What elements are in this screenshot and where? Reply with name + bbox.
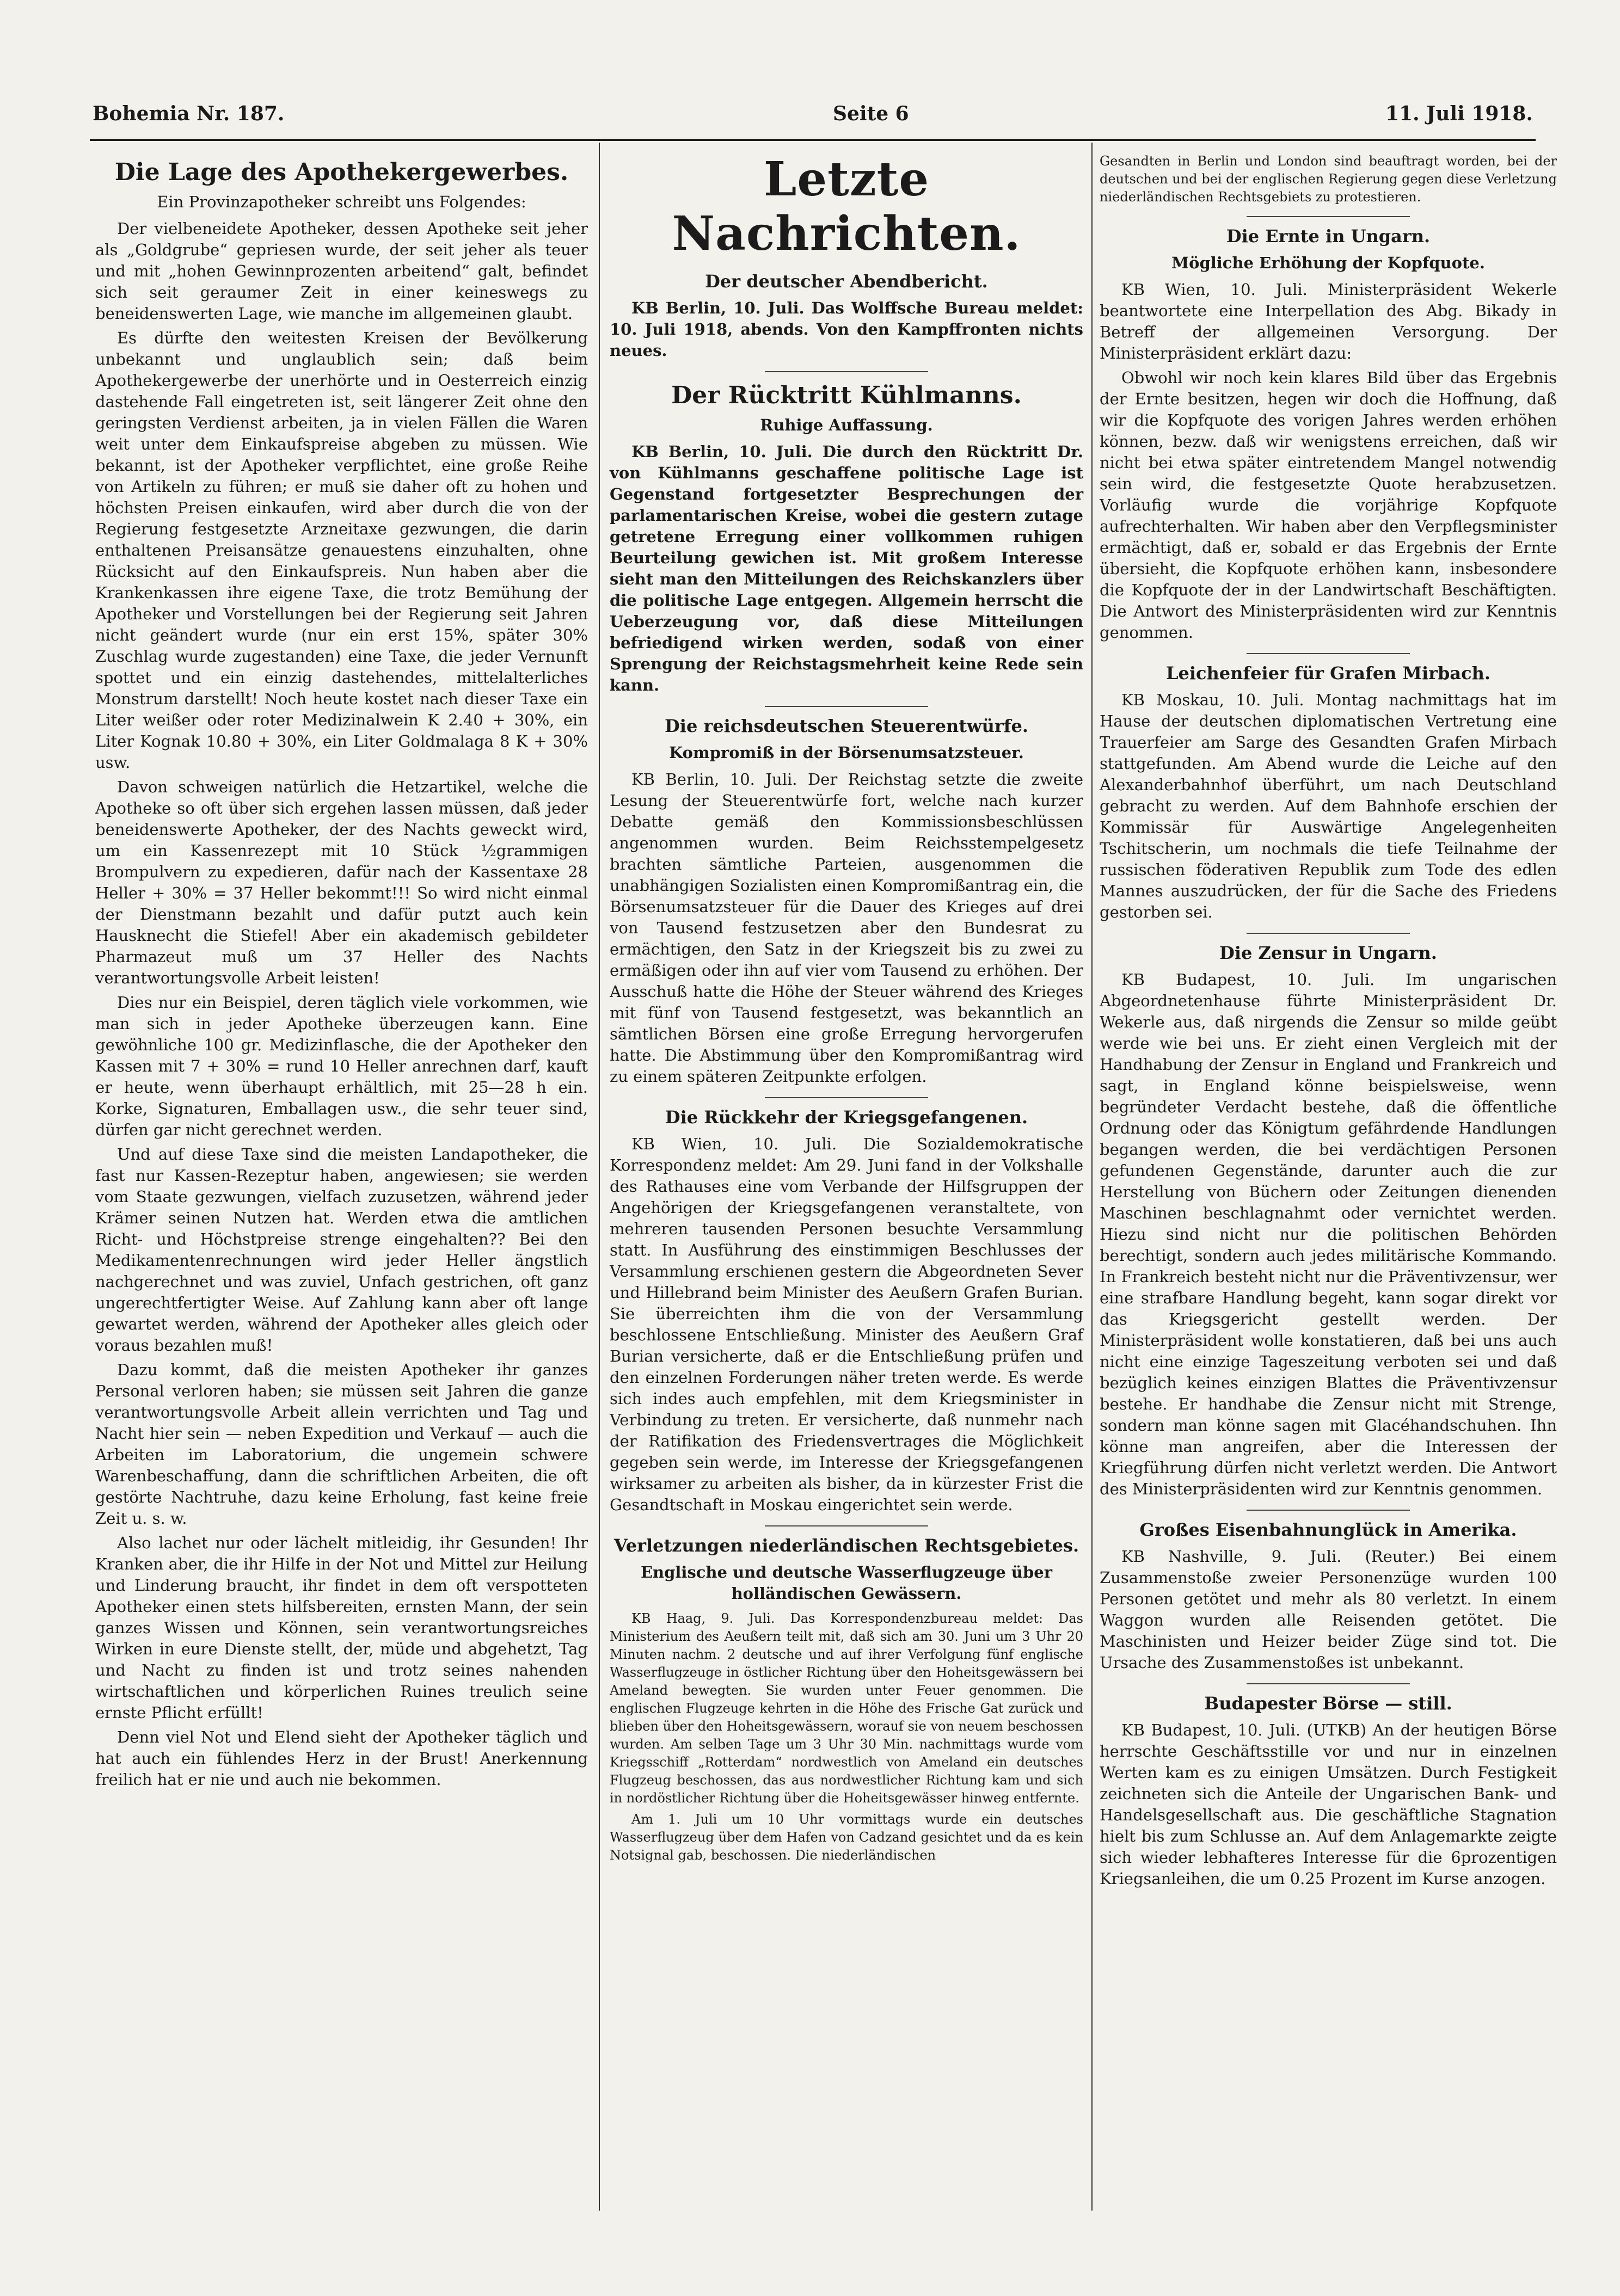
article-headline: Die Lage des Apothekergewerbes. <box>114 158 569 186</box>
article-paragraph: Davon schweigen natürlich die Hetzartikel, welche die Apotheke so oft über sich ergehen lassen müssen, daß jeder beneidenswerte Apotheker, der des Nachts geweckt wird, um ein Kassenrezept mit 10 Stück ½grammigen Brompulvern zu expedieren, dafür nach der Kassentaxe 28 Heller + 30% = 37 Heller bekommt!!! So wird nicht einmal der Dienstmann bezahlt und dafür putzt auch kein Hausknecht die Stiefel! Aber ein akademisch gebildeter Pharmazeut muß um 37 Heller des Nachts verantwortungsvolle Arbeit leisten! <box>95 778 588 987</box>
article-paragraph: KB Budapest, 10. Juli. (UTKB) An der heutigen Börse herrschte Geschäftsstille vor und nur in einzelnen Werten kam es zu einigen Umsätzen. Durch Festigkeit zeichneten sich die Anteile der Ungarischen Bank- und Handelsgesellschaft aus. Die geschäftliche Stagnation hielt bis zum Schlusse an. Auf dem Anlagemarkte zeigte sich wieder lebhafteres Interesse für die 6prozentigen Kriegsanleihen, die um 0.25 Prozent im Kurse anzogen. <box>1100 1721 1557 1888</box>
article-paragraph: Dazu kommt, daß die meisten Apotheker ihr ganzes Personal verloren haben; sie müssen seit Jahren die ganze verantwortungsvolle Arbeit allein verrichten und Tag und Nacht hier sein — neben Expedition und Verkauf — auch die Arbeiten im Laboratorium, die ungemein schwere Warenbeschaffung, dann die schriftlichen Arbeiten, die oft gestörte Nachtruhe, dazu keine Erholung, fast keine freie Zeit u. s. w. <box>95 1361 588 1528</box>
header-date: 11. Juli 1918. <box>1385 102 1533 125</box>
article-paragraph: Dies nur ein Beispiel, deren täglich viele vorkommen, wie man sich in jeder Apotheke überzeugen kann. Eine gewöhnliche 100 gr. Medizinflasche, die der Apotheker den Kassen mit 7 + 30% = rund 10 Heller anrechnen darf, kauft er heute, wenn überhaupt erhältlich, mit 25—28 h ein. Korke, Signaturen, Emballagen usw., die sehr teuer sind, dürfen gar nicht gerechnet werden. <box>95 993 588 1139</box>
article-paragraph: KB Berlin, 10. Juli. Das Wolffsche Bureau meldet: 10. Juli 1918, abends. Von den Kampffronten nichts neues. <box>610 299 1083 360</box>
section-banner: Letzte Nachrichten. <box>672 152 1021 261</box>
article-separator <box>1247 1510 1410 1511</box>
article-headline: Leichenfeier für Grafen Mirbach. <box>1166 663 1490 684</box>
article-paragraph: KB Nashville, 9. Juli. (Reuter.) Bei einem Zusammenstoße zweier Personenzüge wurden 100 Personen getötet und mehr als 80 verletzt. In einem Waggon wurden alle Reisenden getötet. Die Maschinisten und Heizer beider Züge sind tot. Die Ursache des Zusammenstoßes ist unbekannt. <box>1100 1547 1557 1672</box>
running-header <box>93 102 1533 133</box>
article-paragraph: KB Haag, 9. Juli. Das Korrespondenzbureau meldet: Das Ministerium des Aeußern teilt mit, daß sich am 30. Juni um 3 Uhr 20 Minuten nachm. 2 deutsche und auf ihrer Verfolgung fünf englische Wasserflugzeuge in östlicher Richtung über den Hoheitsgewässern bei Ameland bewegten. Sie wurden unter Feuer genommen. Die englischen Flugzeuge kehrten in die Höhe des Frische Gat zurück und blieben über den Hoheitsgewässern, worauf sie von neuem beschossen wurden. Am selben Tage um 3 Uhr 30 Min. nachmittags wurde vom Kriegsschiff „Rotterdam“ nordwestlich von Ameland ein deutsches Flugzeug beschossen, das aus nordwestlicher Richtung kam und sich in nordöstlicher Richtung über die Hoheitsgewässer hinweg entfernte. <box>610 1611 1083 1806</box>
article-paragraph: KB Budapest, 10. Juli. Im ungarischen Abgeordnetenhause führte Ministerpräsident Dr. Wekerle aus, daß nirgends die Zensur so milde geübt werde wie bei uns. Er zieht einen Vergleich mit der Handhabung der Zensur in England und Frankreich und sagt, in England könne beispielsweise, wenn begründeter Verdacht bestehe, daß die öffentliche Ordnung oder das Königtum gefährdende Handlungen begangen werden, die bei verdächtigen Personen gefundenen Gegenstände, darunter auch die zur Herstellung von Büchern oder Zeitungen dienenden Maschinen beschlagnahmt oder vernichtet werden. Hiezu sind nicht nur die politischen Behörden berechtigt, sondern auch jedes militärische Kommando. In Frankreich besteht nicht nur die Präventivzensur, wer eine strafbare Handlung begeht, kann sogar direkt vor das Kriegsgericht gestellt werden. Der Ministerpräsident wolle konstatieren, daß bei uns auch nicht eine einzige Tageszeitung verboten sei und daß bezüglich keines einzigen Blattes die Präventivzensur bestehe. Er handhabe die Zensur nicht mit Strenge, sondern man könne sagen mit Glacéhandschuhen. Ihn könne man angreifen, aber die Interessen der Kriegführung dürfen nicht verletzt werden. Die Antwort des Ministerpräsidenten wird zur Kenntnis genommen. <box>1100 970 1557 1498</box>
article-separator <box>765 371 928 372</box>
article-separator <box>765 1097 928 1098</box>
column-2 <box>610 152 1083 1868</box>
article-headline: Der Rücktritt Kühlmanns. <box>671 381 1022 409</box>
article-headline: Der deutscher Abendbericht. <box>705 271 988 292</box>
article-paragraph: KB Berlin, 10. Juli. Der Reichstag setzte die zweite Lesung der Steuerentwürfe fort, welche nach kurzer Debatte gemäß den Kommissionsbeschlüssen angenommen wurden. Beim Reichsstempelgesetz brachten sämtliche Parteien, ausgenommen die unabhängigen Sozialisten einen Kompromißantrag ein, die Börsenumsatzsteuer für die Dauer des Krieges auf drei von Tausend festzusetzen aber den Bundesrat zu ermächtigen, den Satz in der Kriegszeit bis zu zwei zu ermäßigen oder ihn auf vier vom Tausend zu erhöhen. Der Ausschuß hatte die Höhe der Steuer während des Krieges mit fünf von Tausend festgesetzt, was bekanntlich an sämtlichen Börsen eine große Erregung hervorgerufen hatte. Die Abstimmung über den Kompromißantrag wird zu einem späteren Zeitpunkte erfolgen. <box>610 770 1083 1086</box>
article-paragraph: KB Berlin, 10. Juli. Die durch den Rücktritt Dr. von Kühlmanns geschaffene politische Lage ist Gegenstand fortgesetzter Besprechungen der parlamentarischen Kreise, wobei die gestern zutage getretene Erregung einer vollkommen ruhigen Beurteilung gewichen ist. Mit großem Interesse sieht man den Mitteilungen des Reichskanzlers über die politische Lage entgegen. Allgemein herrscht die Ueberzeugung vor, daß diese Mitteilungen befriedigend wirken werden, sodaß von einer Sprengung der Reichstagsmehrheit keine Rede sein kann. <box>610 442 1083 694</box>
article-headline: Verletzungen niederländischen Rechtsgebietes. <box>613 1535 1079 1556</box>
article-headline: Budapester Börse — still. <box>1204 1693 1452 1714</box>
article-continuation: Gesandten in Berlin und London sind beauftragt worden, bei der deutschen und bei der englischen Regierung gegen diese Verletzung niederländischen Rechtsgebiets zu protestieren. <box>1100 153 1557 205</box>
article-separator <box>1247 1683 1410 1684</box>
article-paragraph: KB Moskau, 10. Juli. Montag nachmittags hat im Hause der deutschen diplomatischen Vertretung eine Trauerfeier am Sarge des Gesandten Grafen Mirbach stattgefunden. Am Abend wurde die Leiche auf den Alexanderbahnhof überführt, um nach Deutschland gebracht zu werden. Auf dem Bahnhofe erschien der Kommissär für Auswärtige Angelegenheiten Tschitscherin, um nochmals die tiefe Teilnahme der russischen föderativen Republik zum Tode des edlen Mannes auszudrücken, der für die Sache des Friedens gestorben sei. <box>1100 691 1557 921</box>
column-3 <box>1100 152 1557 1893</box>
article-separator <box>1247 216 1410 217</box>
article-separator <box>765 706 928 707</box>
article-separator <box>1247 653 1410 654</box>
article-separator <box>765 1525 928 1526</box>
article-subheadline: Englische und deutsche Wasserflugzeuge über holländischen Gewässern. <box>640 1563 1053 1603</box>
header-rule <box>90 139 1536 141</box>
article-paragraph: Obwohl wir noch kein klares Bild über das Ergebnis der Ernte besitzen, hegen wir doch die Hoffnung, daß wir die Kopfquote des vorigen Jahres werden erhöhen können, bezw. daß wir wenigstens erreichen, daß wir nicht bei etwa später eintretendem Mangel notwendig sein wird, die festgesetzte Quote herabzusetzen. Vorläufig wurde die vorjährige Kopfquote aufrechterhalten. Wir haben aber den Verpflegsminister ermächtigt, daß er, sobald er das Ergebnis der Ernte übersieht, die Kopfquote erhöhen kann, insbesondere die Kopfquote der in der Landwirtschaft Beschäftigten. Die Antwort des Ministerpräsidenten wird zur Kenntnis genommen. <box>1100 368 1557 642</box>
article-headline: Großes Eisenbahnunglück in Amerika. <box>1139 1519 1517 1540</box>
article-headline: Die Zensur in Ungarn. <box>1219 943 1437 963</box>
article-paragraph: Und auf diese Taxe sind die meisten Landapotheker, die fast nur Kassen-Rezeptur haben, angewiesen; sie werden vom Staate gezwungen, vielfach zuzusetzen, während jeder Krämer seinen Nutzen hat. Werden etwa die amtlichen Richt- und Höchstpreise strenge eingehalten?? Bei den Medikamentenrechnungen wird jeder Heller ängstlich nachgerechnet und was zuviel, Unfach gestrichen, oft ganz ungerechtfertigter Weise. Auf Zahlung kann aber oft lange gewartet werden, während der Apotheker alles gleich oder voraus bezahlen muß! <box>95 1145 588 1355</box>
article-headline: Die reichsdeutschen Steuerentwürfe. <box>665 716 1028 736</box>
article-intro: Ein Provinzapotheker schreibt uns Folgendes: <box>157 193 526 211</box>
article-paragraph: KB Wien, 10. Juli. Die Sozialdemokratische Korrespondenz meldet: Am 29. Juni fand in der Volkshalle des Rathauses eine vom Verbande der Hilfsgruppen der Angehörigen der Kriegsgefangenen veranstaltete, von mehreren tausenden Personen besuchte Versammlung statt. In Ausführung des einstimmigen Beschlusses der Versammlung erschienen gestern die Abgeordneten Sever und Hillebrand beim Minister des Aeußern Grafen Burian. Sie überreichten ihm die von der Versammlung beschlossene Entschließung. Minister des Aeußern Graf Burian versicherte, daß er die Entschließung prüfen und den einzelnen Forderungen näher treten werde. Es werde sich indes auch empfehlen, mit dem Kriegsminister in Verbindung zu treten. Er versicherte, daß nunmehr nach der Ratifikation des Friedensvertrages die Möglichkeit gegeben sein werde, im Interesse der Kriegsgefangenen wirksamer zu arbeiten als bisher, da in kürzester Frist die Gesandtschaft in Moskau eingerichtet sein werde. <box>610 1135 1083 1514</box>
header-issue: Bohemia Nr. 187. <box>93 102 285 125</box>
article-paragraph: Am 1. Juli um 10 Uhr vormittags wurde ein deutsches Wasserflugzeug über dem Hafen von Cadzand gesichtet und da es kein Notsignal gab, beschossen. Die niederländischen <box>610 1812 1083 1863</box>
article-headline: Die Ernte in Ungarn. <box>1226 226 1431 247</box>
column-1 <box>95 152 588 1794</box>
article-paragraph: KB Wien, 10. Juli. Ministerpräsident Wekerle beantwortete eine Interpellation des Abg. Bikady in Betreff der allgemeinen Versorgung. Der Ministerpräsident erklärt dazu: <box>1100 280 1557 362</box>
header-page-number: Seite 6 <box>833 102 909 125</box>
article-paragraph: Also lachet nur oder lächelt mitleidig, ihr Gesunden! Ihr Kranken aber, die ihr Hilfe in der Not und Mittel zur Heilung und Linderung braucht, ihr findet in dem oft verspotteten Apotheker einen stets hilfsbereiten, ernsten Mann, der sein ganzes Wissen und Können, sein verantwortungsreiches Wirken in eure Dienste stellt, der, müde und abgehetzt, Tag und Nacht zu finden ist und trotz seines nahenden wirtschaftlichen und körperlichen Ruines treulich seine ernste Pflicht erfüllt! <box>95 1534 588 1722</box>
article-paragraph: Der vielbeneidete Apotheker, dessen Apotheke seit jeher als „Goldgrube“ gepriesen wurde, der seit jeher als teuer und mit „hohen Gewinnprozenten arbeitend“ galt, befindet sich seit geraumer Zeit in einer keineswegs zu beneidenswerten Lage, wie manche im allgemeinen glaubt. <box>95 219 588 323</box>
article-separator <box>1247 933 1410 934</box>
article-subheadline: Kompromiß in der Börsenumsatzsteuer. <box>669 743 1024 762</box>
article-subheadline: Mögliche Erhöhung der Kopfquote. <box>1171 254 1485 272</box>
article-paragraph: Denn viel Not und Elend sieht der Apotheker täglich und hat auch ein fühlendes Herz in der Brust! Anerkennung freilich hat er nie und auch nie bekommen. <box>95 1728 588 1789</box>
column-rule-1 <box>599 143 600 2211</box>
article-paragraph: Es dürfte den weitesten Kreisen der Bevölkerung unbekannt und unglaublich sein; daß beim Apothekergewerbe der unerhörte und in Oesterreich einzig dastehende Fall eingetreten ist, seit längerer Zeit ohne den geringsten Verdienst arbeiten, ja in vielen Fällen die Waren weit unter dem Einkaufspreise abgeben zu müssen. Wie bekannt, ist der Apotheker verpflichtet, eine große Reihe von Artikeln zu führen; er muß sie daher oft zu hohen und höchsten Preisen einkaufen, wird aber durch die von der Regierung festgesetzte Arzneitaxe gezwungen, die darin enthaltenen Preisansätze genauestens einzuhalten, ohne Rücksicht auf den Einkaufspreis. Nun haben aber die Krankenkassen ihre eigene Taxe, die trotz Bemühung der Apotheker und Vorstellungen bei der Regierung seit Jahren nicht geändert wurde (nur ein erst 15%, später 30% Zuschlag wurde zugestanden) eine Taxe, die jeder Vernunft spottet und ein einzig dastehendes, mittelalterliches Monstrum darstellt! Noch heute kostet nach dieser Taxe ein Liter weißer oder roter Medizinalwein K 2.40 + 30%, ein Liter Kognak 10.80 + 30%, ein Liter Goldmalaga 8 K + 30% usw. <box>95 329 588 772</box>
article-headline: Die Rückkehr der Kriegsgefangenen. <box>665 1107 1028 1128</box>
column-rule-2 <box>1091 143 1093 2211</box>
article-subheadline: Ruhige Auffassung. <box>760 416 933 434</box>
